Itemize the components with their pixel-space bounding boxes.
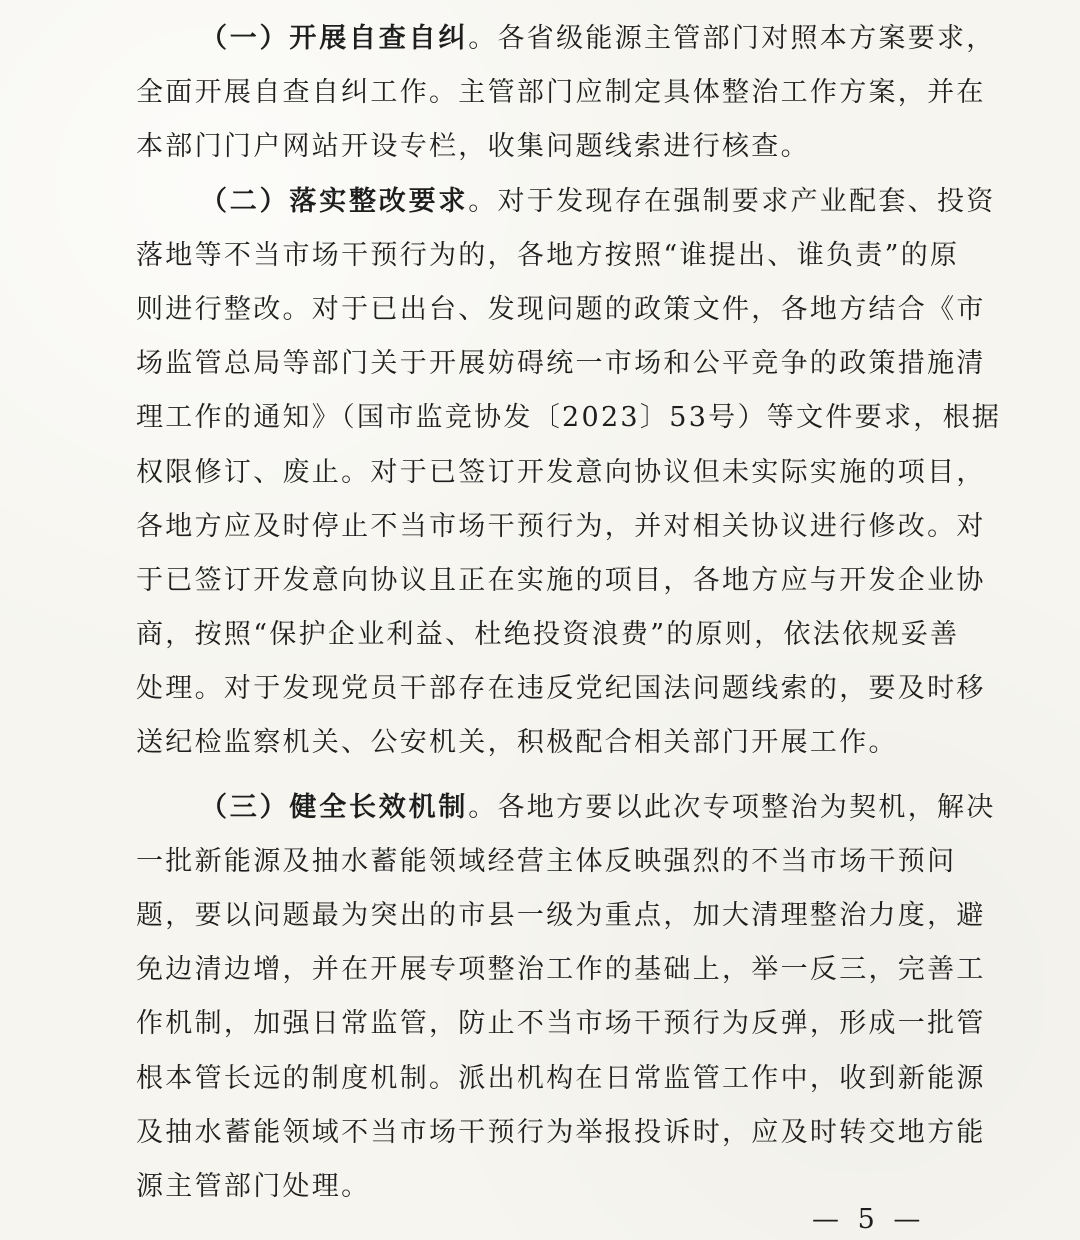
section-3-line-3: 题，要以问题最为突出的市县一级为重点，加大清理整治力度，避	[136, 900, 986, 931]
section-2-first-line	[136, 175, 996, 229]
section-2-line-4: 场监管总局等部门关于开展妨碍统一市场和公平竞争的政策措施清	[136, 348, 986, 380]
section-1-line-1: 。各省级能源主管部门对照本方案要求，	[468, 23, 996, 54]
section-rectification-requirements	[136, 175, 1002, 771]
section-3-line-1: 。各地方要以此次专项整治为契机，解决	[468, 791, 996, 823]
page-number: — 5 —	[812, 1204, 926, 1235]
section-3-line-8: 源主管部门处理。	[136, 1170, 371, 1202]
section-spacer	[136, 771, 980, 781]
section-2-line-5: 理工作的通知》（国市监竞协发〔2023〕53号）等文件要求，根据	[136, 402, 1002, 434]
section-3-line-7: 及抽水蓄能领域不当市场干预行为举报投诉时，应及时转交地方能	[136, 1116, 986, 1148]
section-2-line-11: 送纪检监察机关、公安机关，积极配合相关部门开展工作。	[136, 727, 898, 759]
section-1-first-line	[136, 12, 996, 66]
section-3-first-line	[136, 781, 996, 835]
section-2-line-8: 于已签订开发意向协议且正在实施的项目，各地方应与开发企业协	[136, 564, 986, 596]
section-3-line-2: 一批新能源及抽水蓄能领域经营主体反映强烈的不当市场干预问	[136, 845, 957, 877]
section-2-line-3: 则进行整改。对于已出台、发现问题的政策文件，各地方结合《市	[136, 293, 986, 325]
section-1-line-3: 本部门门户网站开设专栏，收集问题线索进行核查。	[136, 131, 810, 163]
section-2-line-10: 处理。对于发现党员干部存在违反党纪国法问题线索的，要及时移	[136, 673, 986, 705]
section-2-line-6: 权限修订、废止。对于已签订开发意向协议但未实际实施的项目，	[136, 456, 986, 488]
section-long-term-mechanism	[136, 781, 996, 1215]
section-1-line-2: 全面开展自查自纠工作。主管部门应制定具体整治工作方案，并在	[136, 77, 986, 109]
section-2-line-9: 商，按照“保护企业利益、杜绝投资浪费”的原则，依法依规妥善	[136, 619, 960, 651]
section-3-title: （三）健全长效机制	[200, 791, 469, 823]
section-2-line-2: 落地等不当市场干预行为的，各地方按照“谁提出、谁负责”的原	[136, 239, 960, 271]
section-3-line-4: 免边清边增，并在开展专项整治工作的基础上，举一反三，完善工	[136, 954, 986, 986]
section-3-line-6: 根本管长远的制度机制。派出机构在日常监管工作中，收到新能源	[136, 1062, 986, 1094]
section-self-inspection	[136, 12, 996, 175]
section-2-line-1: 。对于发现存在强制要求产业配套、投资	[468, 185, 996, 217]
section-1-title: （一）开展自查自纠	[200, 23, 469, 54]
section-2-line-7: 各地方应及时停止不当市场干预行为，并对相关协议进行修改。对	[136, 510, 986, 542]
section-3-line-5: 作机制，加强日常监管，防止不当市场干预行为反弹，形成一批管	[136, 1008, 986, 1040]
section-2-title: （二）落实整改要求	[200, 185, 469, 217]
